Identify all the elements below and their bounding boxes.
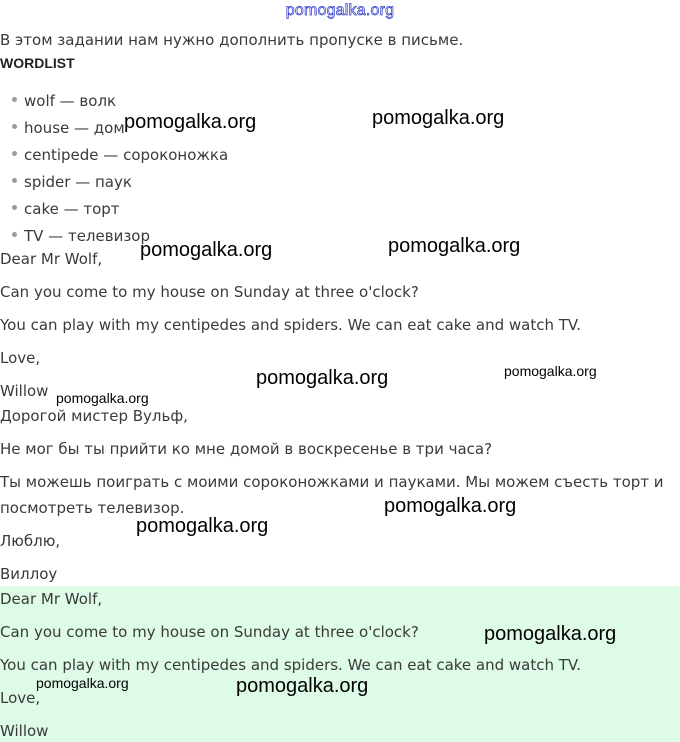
watermark: pomogalka.org (236, 675, 369, 697)
answer-line2: You can play with my centipedes and spiders. We can eat cake and watch TV. (0, 656, 582, 674)
watermark: pomogalka.org (124, 111, 257, 133)
letter-en-signature: Willow (0, 382, 49, 400)
wordlist-entry: cake — торт (24, 200, 120, 218)
answer-signature: Willow (0, 722, 49, 740)
bullet-icon (12, 151, 17, 156)
wordlist-entry: TV — телевизор (24, 227, 151, 245)
letter-ru-line1: Не мог бы ты прийти ко мне домой в воскресенье в три часа? (0, 440, 493, 458)
wordlist-title: WORDLIST (0, 55, 75, 71)
list-item (12, 198, 228, 225)
letter-ru-line2a: Ты можешь поиграть с моими сороконожками и пауками. Мы можем съесть торт и (0, 473, 664, 491)
answer-closing: Love, (0, 689, 41, 707)
watermark: pomogalka.org (384, 495, 517, 517)
watermark: pomogalka.org (484, 623, 617, 645)
answer-line1: Can you come to my house on Sunday at three o'clock? (0, 623, 419, 641)
bullet-icon (12, 97, 17, 102)
letter-en-closing: Love, (0, 349, 41, 367)
wordlist-entry: spider — паук (24, 173, 132, 191)
wordlist-entry: house — дом (24, 119, 125, 137)
letter-en-greeting: Dear Mr Wolf, (0, 250, 103, 268)
wordlist-entry: centipede — сороконожка (24, 146, 229, 164)
list-item (12, 171, 228, 198)
watermark: pomogalka.org (388, 235, 521, 257)
watermark: pomogalka.org (504, 363, 597, 379)
answer-greeting: Dear Mr Wolf, (0, 590, 103, 608)
letter-en-line2: You can play with my centipedes and spiders. We can eat cake and watch TV. (0, 316, 582, 334)
site-header-logo[interactable]: pomogalka.org (285, 2, 395, 19)
bullet-icon (12, 178, 17, 183)
watermark: pomogalka.org (56, 390, 149, 406)
bullet-icon (12, 232, 17, 237)
intro-text: В этом задании нам нужно дополнить пропуске в письме. (0, 31, 464, 49)
letter-ru-line2b: посмотреть телевизор. (0, 499, 185, 517)
letter-en-line1: Can you come to my house on Sunday at three o'clock? (0, 283, 419, 301)
watermark: pomogalka.org (140, 239, 273, 261)
bullet-icon (12, 205, 17, 210)
watermark: pomogalka.org (372, 107, 505, 129)
bullet-icon (12, 124, 17, 129)
letter-ru-closing: Люблю, (0, 532, 61, 550)
watermark: pomogalka.org (136, 515, 269, 537)
watermark: pomogalka.org (256, 367, 389, 389)
list-item (12, 144, 228, 171)
letter-ru-signature: Виллоу (0, 565, 58, 583)
wordlist-entry: wolf — волк (24, 92, 117, 110)
letter-ru-greeting: Дорогой мистер Вульф, (0, 407, 188, 425)
watermark: pomogalka.org (36, 675, 129, 691)
